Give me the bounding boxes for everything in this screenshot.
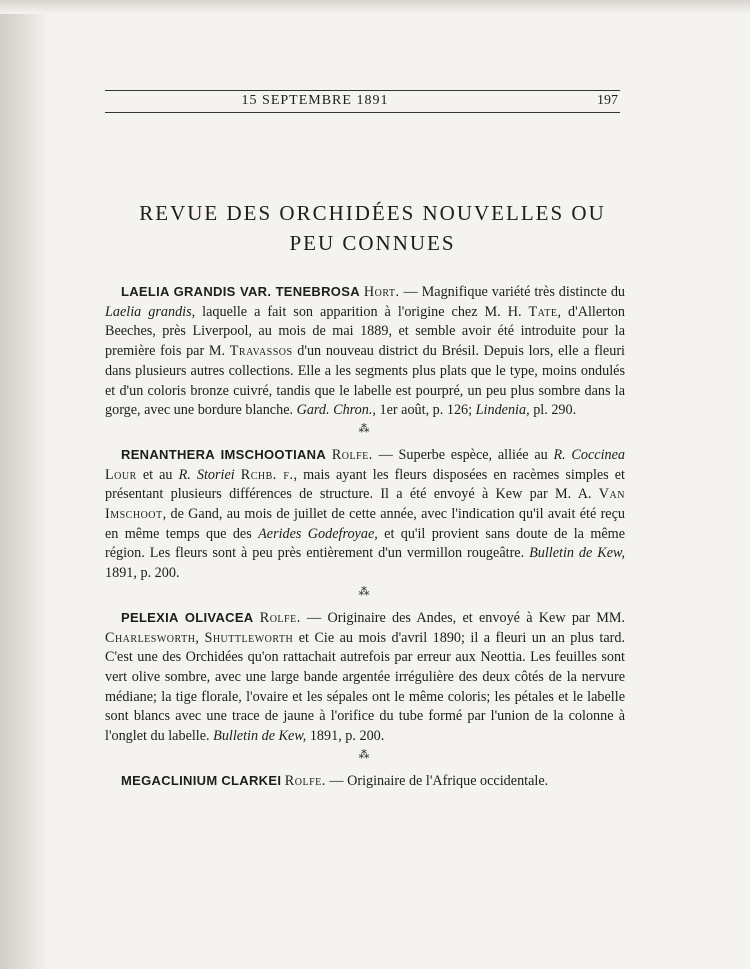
article-body [105, 282, 625, 791]
text-run: — Originaire des Andes, et envoyé à Kew par MM. [300, 609, 625, 626]
italic-text: Laelia grandis, [105, 303, 196, 320]
page-edge-shadow [0, 0, 48, 969]
entry-megaclinium-clarkei [105, 771, 625, 792]
running-header [105, 84, 620, 120]
person-name: Van Imschoot [105, 486, 625, 523]
author-name: Rolfe. [331, 446, 373, 463]
text-run: , mais ayant les fleurs disposées en racèmes simples et présentant plusieurs différences de structure. Il a été envoyé à Kew par M. A. [105, 466, 626, 503]
text-run: — Magnifique variété très distincte du [399, 284, 626, 300]
person-name: Charlesworth [105, 629, 196, 646]
author-name: Hort. [363, 284, 400, 300]
title-line-1: REVUE DES ORCHIDÉES NOUVELLES OU [139, 201, 606, 225]
section-separator: ⁂ [358, 585, 372, 598]
entry-laelia-grandis [105, 282, 625, 421]
italic-text: Aerides Godefroyae, [258, 525, 378, 542]
citation: Bulletin de Kew, [213, 728, 307, 745]
text-run: 1891, p. 200. [105, 565, 180, 582]
text-run: laquelle a fait son apparition à l'origine chez M. H. [195, 303, 529, 320]
italic-text: R. Coccinea [553, 446, 625, 463]
text-run: et qu'il provient sans doute de la même région. Les fleurs sont à peu près entièrement d'un vermillon rougeâtre. [105, 525, 625, 562]
author-name: Rolfe. [284, 772, 326, 789]
citation: Bulletin de Kew, [529, 545, 625, 562]
entry-name: LAELIA GRANDIS VAR. TENEBROSA [121, 284, 360, 299]
text-run: 1er août, p. 126; [375, 402, 476, 419]
citation: Lindenia, [475, 402, 530, 419]
page-top-shadow [0, 0, 750, 14]
person-name: Lour [105, 466, 137, 483]
text-run: pl. 290. [529, 402, 577, 419]
entry-name: RENANTHERA IMSCHOOTIANA [121, 446, 327, 462]
person-name: Rchb. f. [240, 466, 294, 483]
person-name: Travassos [229, 343, 293, 360]
text-run: , d'Allerton Beeches, près Liverpool, au mois de mai 1889, et semble avoir été introduite pour la première fois par M. [105, 303, 625, 360]
entry-renanthera-imschootiana [105, 445, 625, 584]
person-name: Tate [528, 303, 558, 320]
text-run: , [195, 629, 205, 646]
article-title [105, 198, 640, 258]
entry-name: MEGACLINIUM CLARKEI [121, 772, 282, 788]
entry-pelexia-olivacea [105, 608, 625, 747]
text-run: 1891, p. 200. [306, 728, 385, 745]
author-name: Rolfe. [259, 609, 301, 626]
person-name: Shuttleworth [204, 629, 294, 646]
citation: Gard. Chron., [296, 402, 376, 419]
text-run: et au [136, 466, 179, 483]
text-run: et Cie au mois d'avril 1890; il a fleuri un an plus tard. C'est une des Orchidées qu'on rattachait autrefois par erreur aux Neottia. Les feuilles sont vert olive sombre, avec une large bande argentée irrégulière des deux côtés de la nervure médiane; la tige florale, l'ovaire et les sépales ont le même coloris; les pétales et le labelle sont blancs avec une trace de jaune à l'orifice du tube formé par l'union de la colonne à l'onglet du labelle. [105, 629, 625, 745]
entry-name: PELEXIA OLIVACEA [121, 609, 254, 625]
text-run: d'un nouveau district du Brésil. Depuis lors, elle a fleuri dans plusieurs autres collections. Elle a les segments plus plats que le type, moins ondulés et d'un coloris bronze cuivré, tandis que le labelle est pourpré, un peu plus sombre dans la gorge, avec une bordure blanche. [105, 343, 625, 419]
section-separator: ⁂ [358, 422, 372, 435]
header-top-rule [105, 90, 620, 91]
text-run: , de Gand, au mois de juillet de cette année, avec l'indication qu'il avait été reçu en même temps que des [105, 506, 625, 542]
header-bottom-rule [105, 112, 620, 113]
text-run: — Originaire de l'Afrique occidentale. [325, 772, 549, 789]
text-run: — Superbe espèce, alliée au [372, 446, 554, 463]
italic-text: R. Storiei [178, 466, 235, 483]
title-line-2: PEU CONNUES [289, 231, 456, 255]
section-separator: ⁂ [358, 748, 372, 761]
header-date: 15 SEPTEMBRE 1891 [241, 93, 389, 108]
page-number: 197 [597, 93, 618, 108]
